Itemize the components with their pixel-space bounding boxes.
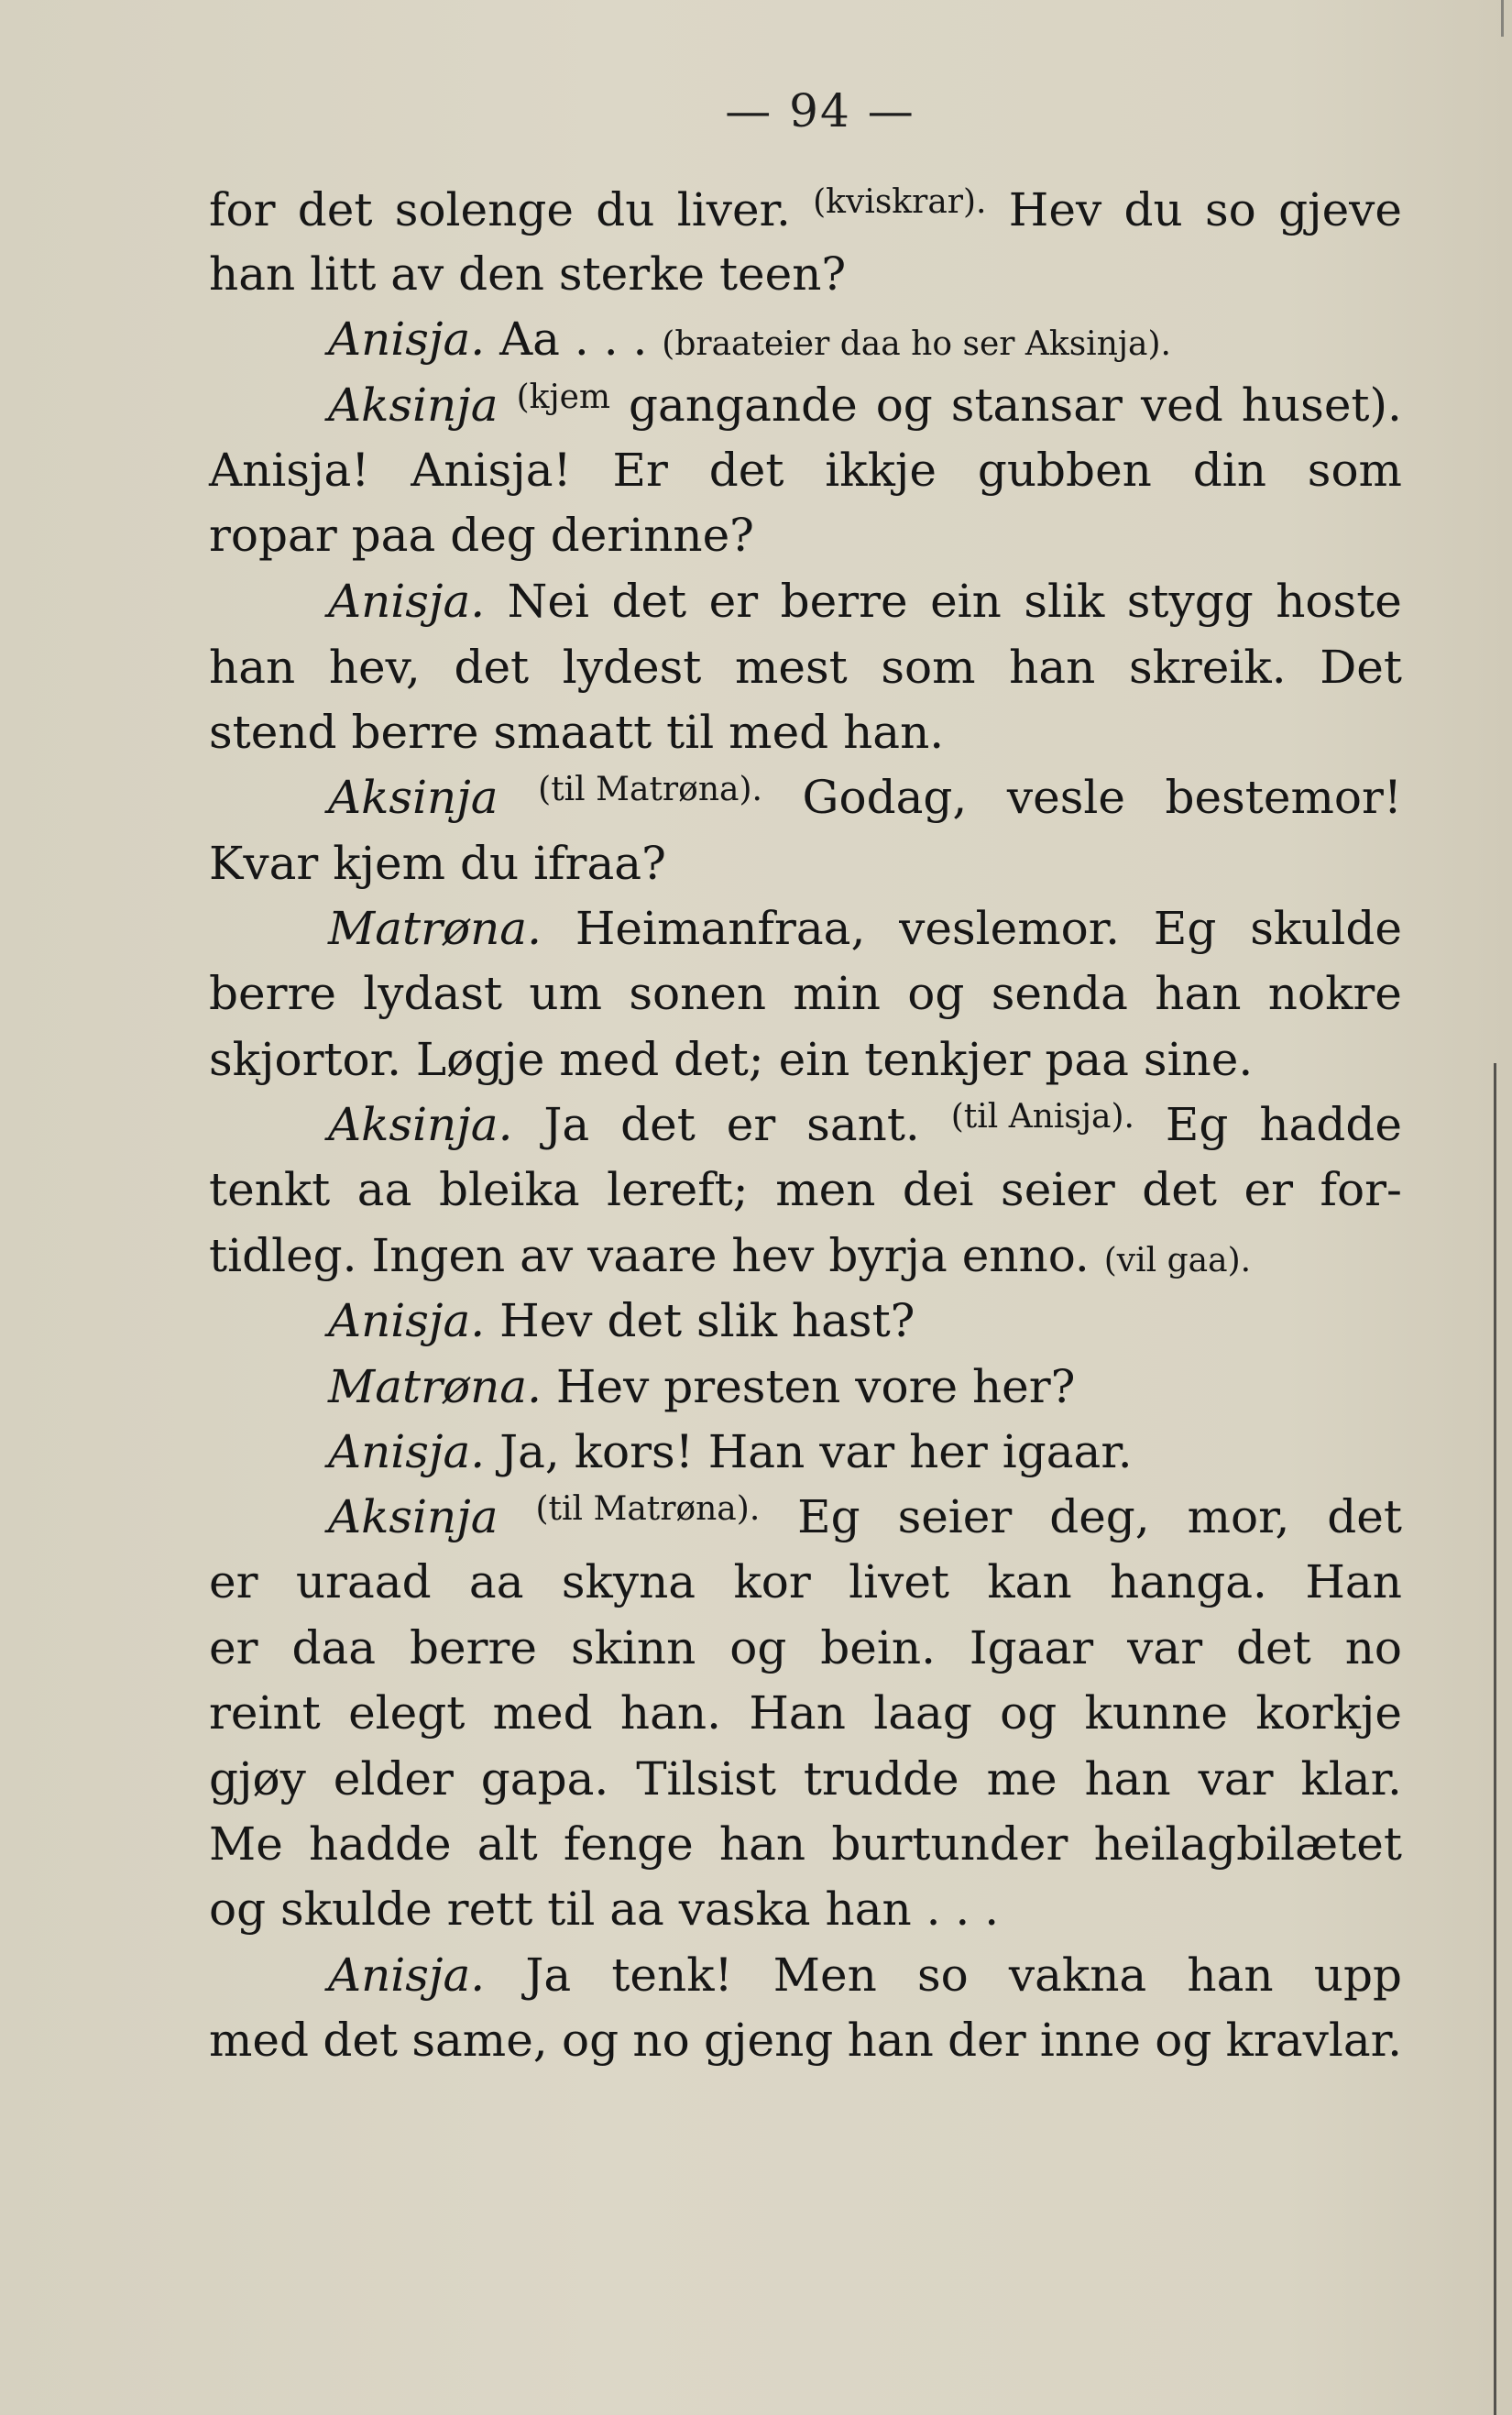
word: teen? — [718, 247, 847, 301]
word: (til Matrøna). — [538, 771, 762, 808]
text-line — [209, 771, 1402, 835]
word: solenge — [394, 183, 574, 236]
word: hast? — [791, 1294, 915, 1347]
word: gjeng — [704, 2014, 834, 2067]
text-line — [209, 1752, 1402, 1817]
word: skulde — [1250, 902, 1402, 955]
word: han — [847, 2014, 934, 2067]
word: senda — [991, 967, 1128, 1020]
text-line — [209, 1294, 1402, 1358]
word: han — [718, 1817, 806, 1871]
word: til — [547, 1883, 596, 1936]
word: presten — [663, 1360, 841, 1413]
text-line — [209, 837, 1402, 901]
word: Heimanfraa, — [575, 902, 866, 955]
word: (vil gaa). — [1103, 1242, 1252, 1279]
text-line — [209, 1360, 1402, 1424]
word: sine. — [1143, 1033, 1254, 1086]
text-line — [209, 247, 1402, 312]
word: (kjem — [516, 379, 611, 416]
word: bestemor! — [1165, 771, 1402, 824]
word: Hev — [1008, 183, 1102, 236]
word: med — [492, 1686, 593, 1740]
word: aa — [468, 1555, 524, 1608]
word: no — [632, 2014, 690, 2067]
word: Eg — [797, 1490, 860, 1543]
word: kunne — [1084, 1686, 1229, 1740]
word: vakna — [1008, 1948, 1147, 2002]
word: daa — [291, 1621, 377, 1674]
word: av — [520, 1229, 574, 1282]
word: det; — [674, 1033, 764, 1086]
word: og — [1000, 1686, 1057, 1740]
word: lydest — [562, 641, 702, 694]
word: og — [729, 1621, 787, 1674]
word: byrja — [828, 1229, 948, 1282]
word: deg, — [1049, 1490, 1150, 1543]
word: Anisja. — [328, 1294, 486, 1347]
word: deg — [450, 509, 536, 562]
word: det — [620, 1098, 696, 1151]
word: han. — [843, 706, 945, 759]
word: han — [1009, 641, 1096, 694]
word: Ja — [525, 1948, 572, 2002]
word: ved — [1140, 379, 1223, 432]
page-edge-top — [1501, 0, 1504, 37]
text-line — [209, 1686, 1402, 1751]
word: det — [1142, 1163, 1217, 1216]
word: paa — [351, 509, 436, 562]
word: tenkjer — [864, 1033, 1031, 1086]
text-line — [209, 1098, 1402, 1162]
text-line — [209, 183, 1402, 247]
word: gjeve — [1278, 183, 1402, 236]
word: Eg — [1165, 1098, 1229, 1151]
text-line — [209, 379, 1402, 443]
word: . . . — [926, 1883, 1000, 1936]
text-line — [209, 1425, 1402, 1489]
word: aa — [356, 1163, 412, 1216]
word: Anisja. — [328, 1425, 486, 1478]
word: Han — [707, 1425, 805, 1478]
word: Det — [1320, 641, 1402, 694]
word: som — [1307, 444, 1402, 497]
text-line — [209, 1033, 1402, 1097]
word: aa — [609, 1883, 664, 1936]
word: med — [209, 2014, 310, 2067]
word: Anisja. — [328, 1948, 486, 2002]
word: slik — [696, 1294, 777, 1347]
word: du — [596, 183, 655, 236]
word: det — [607, 1294, 683, 1347]
word: Eg — [1153, 902, 1217, 955]
word: ikkje — [825, 444, 937, 497]
word: berre — [351, 706, 479, 759]
word: sterke — [558, 247, 706, 301]
word: gjøy — [209, 1752, 306, 1806]
page-edge-line — [1494, 1063, 1496, 2415]
word: Me — [209, 1817, 283, 1871]
word: me — [986, 1752, 1057, 1806]
word: det — [708, 444, 784, 497]
word: Ja, — [499, 1425, 560, 1478]
word: Aksinja — [328, 1490, 499, 1543]
word: vesle — [1006, 771, 1125, 824]
word: kan — [987, 1555, 1072, 1608]
word: skinn — [570, 1621, 696, 1674]
word: igaar. — [1002, 1425, 1133, 1478]
word: Ja — [543, 1098, 590, 1151]
word: tenk! — [611, 1948, 733, 2002]
word: lydast — [363, 967, 503, 1020]
word: hadde — [308, 1817, 452, 1871]
text-line — [209, 706, 1402, 770]
word: Han — [1305, 1555, 1402, 1608]
word: Igaar — [969, 1621, 1094, 1674]
text-line — [209, 1555, 1402, 1619]
word: (til Anisja). — [950, 1098, 1135, 1136]
word: berre — [410, 1621, 538, 1674]
word: inne — [1039, 2014, 1141, 2067]
word: skreik. — [1128, 641, 1287, 694]
word: som — [881, 641, 976, 694]
word: du — [1123, 183, 1183, 236]
word: Aksinja — [328, 379, 499, 432]
word: Løgje — [415, 1033, 545, 1086]
word: derinne? — [550, 509, 754, 562]
word: kravlar. — [1225, 2014, 1402, 2067]
word: er — [1244, 1163, 1293, 1216]
word: med — [729, 706, 829, 759]
word: kors! — [574, 1425, 694, 1478]
word: berre — [209, 967, 336, 1020]
page-number: — 94 — — [725, 84, 915, 137]
word: so — [1205, 183, 1256, 236]
word: og — [209, 1883, 267, 1936]
text-line — [209, 444, 1402, 508]
word: livet — [849, 1555, 950, 1608]
text-line — [209, 1948, 1402, 2013]
word: Han — [749, 1686, 846, 1740]
word: skyna — [561, 1555, 696, 1608]
word: burtunder — [831, 1817, 1068, 1871]
word: Matrøna. — [328, 902, 542, 955]
word: men — [775, 1163, 876, 1216]
word: Anisja. — [328, 575, 486, 628]
text-line — [209, 902, 1402, 966]
word: fenge — [563, 1817, 694, 1871]
word: Godag, — [802, 771, 968, 824]
word: ein — [778, 1033, 850, 1086]
word: huset). — [1241, 379, 1402, 432]
text-line — [209, 1229, 1402, 1293]
word: Men — [772, 1948, 877, 2002]
text-line — [209, 2014, 1402, 2078]
word: Nei — [507, 575, 589, 628]
text-line — [209, 1883, 1402, 1947]
word: mest — [734, 641, 848, 694]
text-line — [209, 1163, 1402, 1227]
word: han. — [619, 1686, 722, 1740]
word: lereft; — [607, 1163, 749, 1216]
word: til — [666, 706, 715, 759]
word: so — [916, 1948, 969, 2002]
word: her? — [971, 1360, 1076, 1413]
word: um — [529, 967, 603, 1020]
word: seier — [897, 1490, 1013, 1543]
word: var — [1127, 1621, 1203, 1674]
word: heilagbilætet — [1093, 1817, 1402, 1871]
text-line — [209, 1621, 1402, 1685]
word: Aksinja. — [328, 1098, 513, 1151]
word: er — [726, 1098, 776, 1151]
word: gapa. — [480, 1752, 609, 1806]
word: liver. — [676, 183, 791, 236]
word: bleika — [438, 1163, 580, 1216]
word: seier — [1001, 1163, 1115, 1216]
word: for — [209, 183, 276, 236]
word: veslemor. — [899, 902, 1121, 955]
word: vaare — [587, 1229, 718, 1282]
word: upp — [1313, 1948, 1402, 2002]
word: (kviskrar). — [813, 183, 987, 221]
word: stansar — [950, 379, 1123, 432]
word: elegt — [348, 1686, 466, 1740]
word: hanga. — [1110, 1555, 1267, 1608]
text-line — [209, 967, 1402, 1031]
word: og — [907, 967, 965, 1020]
word: ein — [930, 575, 1002, 628]
word: Er — [612, 444, 668, 497]
word: han — [1155, 967, 1242, 1020]
word: gangande — [629, 379, 858, 432]
word: kjem — [333, 837, 446, 890]
word: vaska — [678, 1883, 811, 1936]
word: Hev — [555, 1360, 650, 1413]
word: det — [1236, 1621, 1311, 1674]
word: dei — [902, 1163, 974, 1216]
word: (til Matrøna). — [535, 1490, 761, 1528]
word: rett — [446, 1883, 533, 1936]
word: det — [454, 641, 530, 694]
word: sant. — [806, 1098, 920, 1151]
text-line — [209, 313, 1402, 377]
text-line — [209, 509, 1402, 573]
word: der — [948, 2014, 1026, 2067]
word: hoste — [1276, 575, 1402, 628]
word: tidleg. — [209, 1229, 357, 1282]
word: nokre — [1267, 967, 1402, 1020]
word: skjortor. — [209, 1033, 401, 1086]
word: og — [1155, 2014, 1212, 2067]
word: var — [1198, 1752, 1274, 1806]
word: og — [875, 379, 933, 432]
text-line — [209, 1817, 1402, 1882]
word: korkje — [1255, 1686, 1402, 1740]
word: berre — [780, 575, 908, 628]
word: slik — [1024, 575, 1105, 628]
word: her — [909, 1425, 988, 1478]
word: Aa — [499, 313, 560, 366]
word: det — [297, 183, 373, 236]
word: gubben — [977, 444, 1152, 497]
word: Kvar — [209, 837, 319, 890]
word: hadde — [1259, 1098, 1402, 1151]
word: skulde — [280, 1883, 433, 1936]
word: stend — [209, 706, 337, 759]
word: Anisja! — [209, 444, 370, 497]
word: han — [825, 1883, 912, 1936]
word: hev — [731, 1229, 815, 1282]
word: litt — [310, 247, 377, 301]
word: kor — [733, 1555, 811, 1608]
word: alt — [477, 1817, 538, 1871]
word: vore — [855, 1360, 959, 1413]
word: er — [708, 575, 759, 628]
word: det — [611, 575, 687, 628]
word: no — [1344, 1621, 1402, 1674]
word: . . . — [574, 313, 648, 366]
word: stygg — [1126, 575, 1254, 628]
word: uraad — [295, 1555, 432, 1608]
word: tenkt — [209, 1163, 331, 1216]
word: den — [458, 247, 544, 301]
word: du — [459, 837, 520, 890]
word: Hev — [499, 1294, 593, 1347]
word: Tilsist — [636, 1752, 776, 1806]
word: var — [819, 1425, 895, 1478]
word: Aksinja — [328, 771, 499, 824]
word: din — [1192, 444, 1266, 497]
word: min — [793, 967, 881, 1020]
word: Anisja. — [328, 313, 486, 366]
word: det — [1327, 1490, 1402, 1543]
word: ropar — [209, 509, 337, 562]
word: for- — [1320, 1163, 1402, 1216]
word: reint — [209, 1686, 321, 1740]
word: han — [1084, 1752, 1171, 1806]
word: mor, — [1187, 1490, 1290, 1543]
word: Ingen — [371, 1229, 506, 1282]
word: og — [561, 2014, 619, 2067]
word: bein. — [820, 1621, 936, 1674]
text-line — [209, 1490, 1402, 1554]
word: sonen — [629, 967, 767, 1020]
word: klar. — [1300, 1752, 1402, 1806]
word: han — [1187, 1948, 1274, 2002]
text-line — [209, 641, 1402, 705]
word: er — [209, 1555, 258, 1608]
word: det — [323, 2014, 399, 2067]
word: (braateier daa ho ser Aksinja). — [662, 325, 1171, 363]
word: Matrøna. — [328, 1360, 542, 1413]
word: av — [390, 247, 444, 301]
word: Anisja! — [411, 444, 572, 497]
word: med — [559, 1033, 660, 1086]
word: enno. — [961, 1229, 1090, 1282]
word: han — [209, 641, 296, 694]
word: paa — [1045, 1033, 1129, 1086]
text-line — [209, 575, 1402, 639]
word: smaatt — [493, 706, 652, 759]
word: laag — [873, 1686, 972, 1740]
word: elder — [333, 1752, 454, 1806]
word: er — [209, 1621, 258, 1674]
word: trudde — [803, 1752, 959, 1806]
word: hev, — [328, 641, 421, 694]
word: han — [209, 247, 296, 301]
word: ifraa? — [533, 837, 666, 890]
word: same, — [411, 2014, 548, 2067]
